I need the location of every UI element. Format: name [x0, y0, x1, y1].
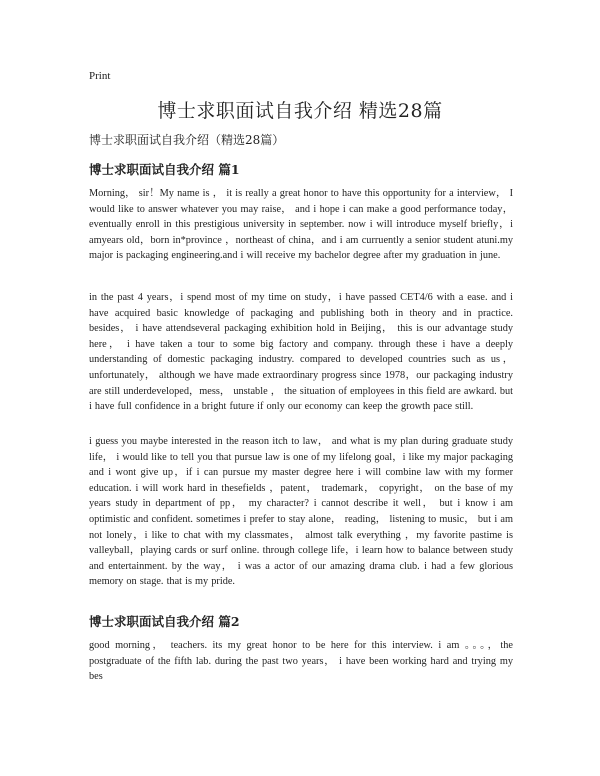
page-title: 博士求职面试自我介绍 精选28篇 [157, 100, 443, 122]
paragraph-1-2: in the past 4 years，i spend most of my time on study，i have passed CET4/6 with a ease. and i have acquired basic knowledge of packaging and publishing both in theory and in practice. besides， i have attendseveral packaging exhibition hold in Beijing， this is our advantage study here， i have taken a tour to some big factory and company. through these i have a deeply understanding of domestic packaging industry. compared to developed countries such as us， unfortunately， although we have made extraordinary progress since 1978，our packaging industry are still underdeveloped，mess， unstable ， the situation of employees in this field are awkard. but i have full confidence in a bright future if only our economy can keep the growth pace still. [89, 292, 513, 413]
section-heading-1: 博士求职面试自我介绍 篇1 [89, 162, 240, 177]
paragraph-1-3: i guess you maybe interested in the reason itch to law， and what is my plan during graduate study life， i would like to tell you that pursue law is one of my lifelong goal，i like my major packaging and i wont give up，if i can pursue my master degree here i will combine law with my former education. i will work hard in thesefields ，patent， trademark， copyright， on the base of my years study in department of pp， my character? i cannot describe it well， but i know i am optimistic and confident. sometimes i prefer to stay alone， reading， listening to music， but i am not lonely，i like to chat with my classmates， almost talk everything ，my favorite pastime is valleyball，playing cards or surf online. through college life，i learn how to balance between study and entertainment. by the way， i was a actor of our amazing drama club. i had a few glorious memory on stage. that is my pride. [89, 436, 513, 588]
paragraph-1-1: Morning， sir！My name is ， it is really a great honor to have this opportunity for a interview， I would like to answer whatever you may raise， and i hope i can make a good performance today， eventually enroll in this prestigious university in september. now i will introduce myself briefly，i amyears old，born in*province ，northeast of china，and i am curruently a senior student atuni.my major is packaging engineering.and i will receive my bachelor degree after my graduation in june. [89, 188, 513, 262]
section-heading-2: 博士求职面试自我介绍 篇2 [89, 614, 240, 629]
paragraph-2-1: good morning， teachers. its my great honor to be here for this interview. i am 。。。，the postgraduate of the fifth lab. during the past two years， i have been working hard and trying my bes [89, 640, 513, 683]
print-link[interactable]: Print [89, 70, 111, 82]
document-subtitle: 博士求职面试自我介绍（精选28篇） [89, 133, 285, 147]
